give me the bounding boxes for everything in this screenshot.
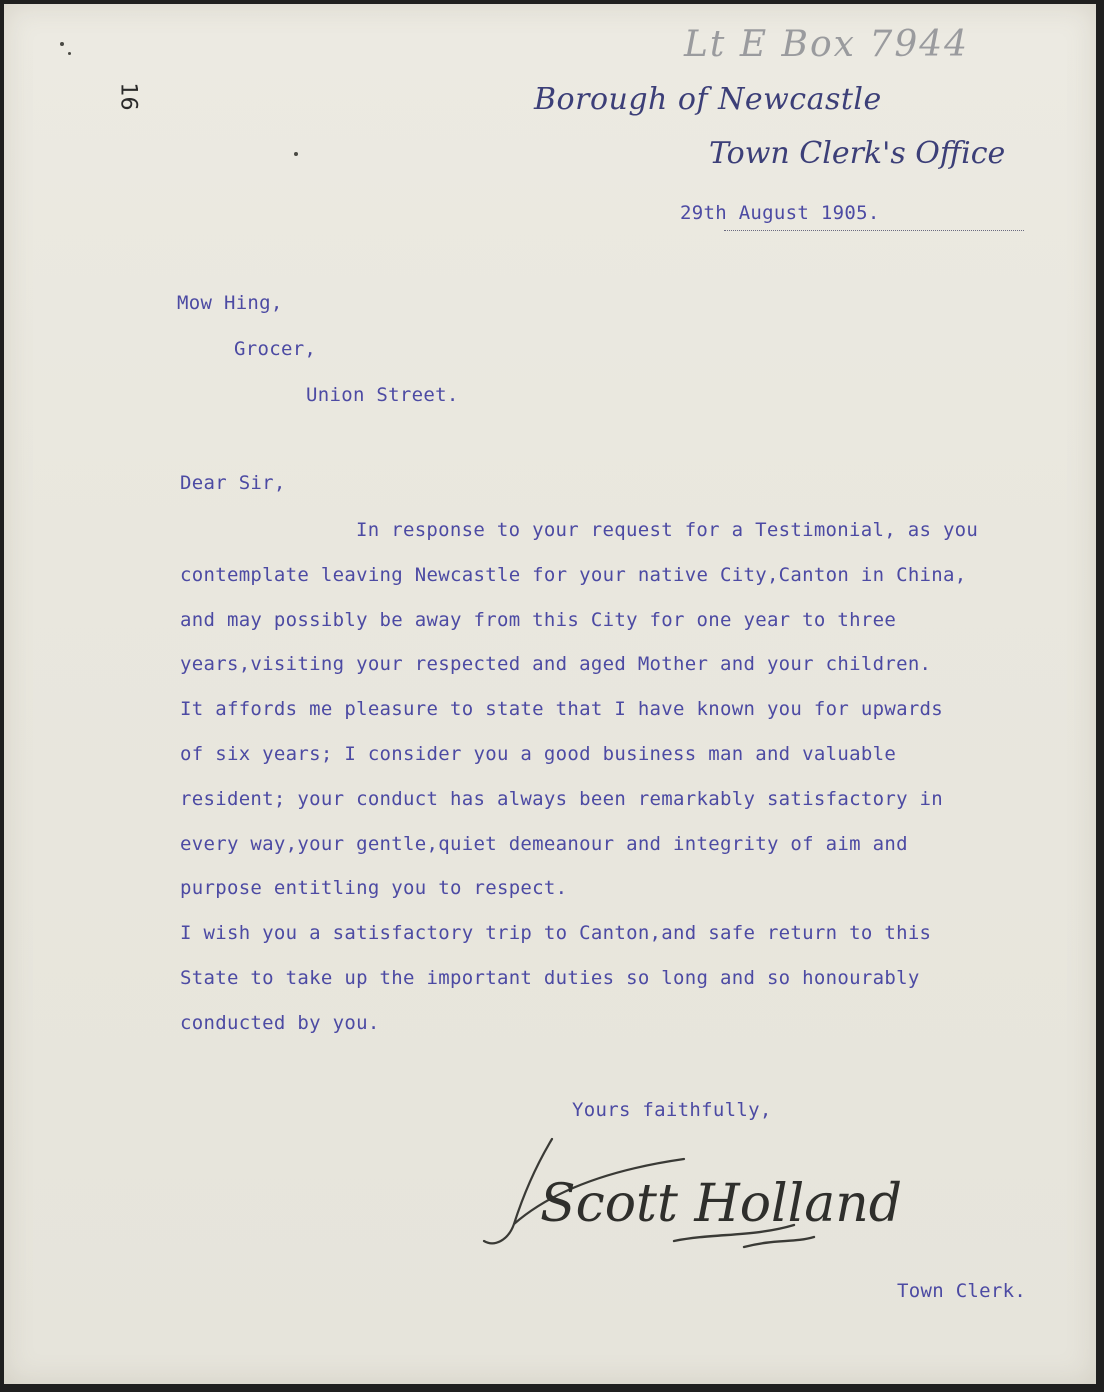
paper-speck xyxy=(68,52,71,55)
recipient-street: Union Street. xyxy=(306,384,459,406)
salutation: Dear Sir, xyxy=(180,472,286,494)
handwritten-signature xyxy=(474,1129,954,1259)
date-underline xyxy=(724,230,1024,231)
complimentary-close: Yours faithfully, xyxy=(572,1099,772,1121)
letter-date: 29th August 1905. xyxy=(680,202,880,224)
body-line: I wish you a satisfactory trip to Canton,and safe return to this xyxy=(180,922,932,945)
body-line: resident; your conduct has always been remarkably satisfactory in xyxy=(180,787,944,810)
letter-page xyxy=(4,4,1096,1384)
letterhead-office: Town Clerk's Office xyxy=(709,136,1006,171)
letter-body xyxy=(180,516,978,1054)
body-line: In response to your request for a Testimonial, as you xyxy=(356,519,979,541)
margin-page-mark: 16 xyxy=(115,82,141,111)
signature-text: Scott Holland xyxy=(540,1174,903,1234)
body-line: State to take up the important duties so long and so honourably xyxy=(180,966,920,989)
body-line: and may possibly be away from this City for one year to three xyxy=(180,608,897,631)
body-line: every way,your gentle,quiet demeanour and integrity of aim and xyxy=(180,832,908,855)
paper-speck xyxy=(294,152,298,156)
paper-speck xyxy=(60,42,64,46)
body-line: It affords me pleasure to state that I have known you for upwards xyxy=(180,698,944,721)
recipient-occupation: Grocer, xyxy=(234,338,317,360)
body-line: years,visiting your respected and aged Mother and your children. xyxy=(180,653,932,676)
body-line: conducted by you. xyxy=(180,1011,380,1034)
body-line: contemplate leaving Newcastle for your native City,Canton in China, xyxy=(180,563,967,586)
pencil-archive-annotation: Lt E Box 7944 xyxy=(684,24,970,65)
letterhead-borough: Borough of Newcastle xyxy=(534,82,882,117)
signatory-title: Town Clerk. xyxy=(897,1280,1027,1302)
body-line: of six years; I consider you a good business man and valuable xyxy=(180,742,897,765)
recipient-name: Mow Hing, xyxy=(177,292,283,314)
body-line: purpose entitling you to respect. xyxy=(180,877,568,900)
